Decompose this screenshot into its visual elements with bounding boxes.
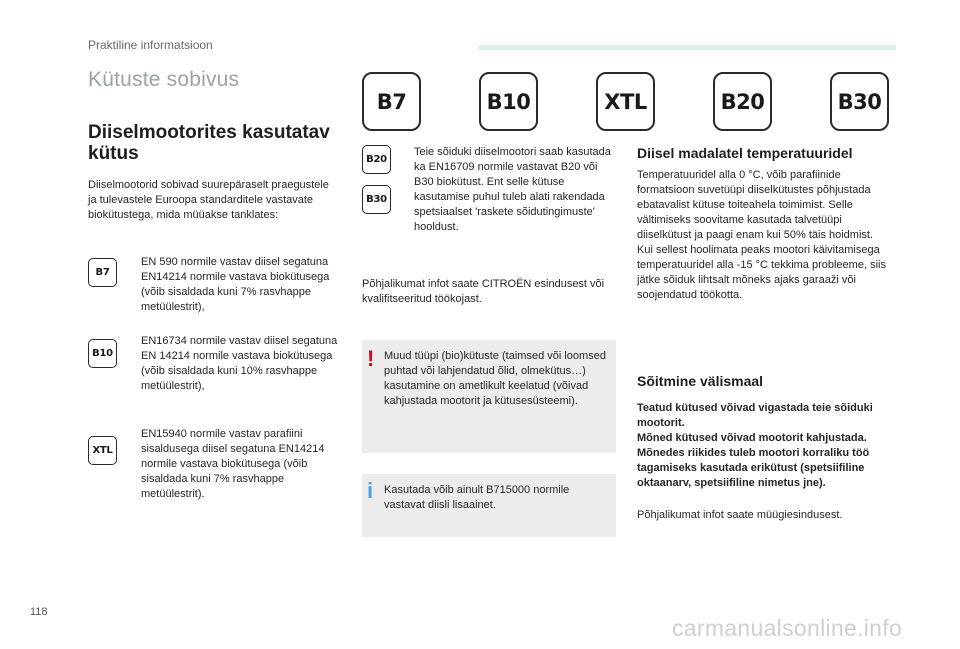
fuel-badge-b30-small: B30: [362, 185, 391, 214]
info-icon: i: [367, 478, 374, 503]
note-box: [362, 474, 616, 537]
fuel-badge-b20: B20: [713, 72, 772, 131]
warning-text: Muud tüüpi (bio)kütuste (taimsed või loomsed puhtad või lahjendatud õlid, olmekütus…) kasutamine on ametlikult keelatud (võivad kahjustada mootorit ja kütusesüsteemi).: [384, 350, 606, 407]
diesel-intro-text: Diiselmootorid sobivad suurepäraselt praegustele ja tulevastele Euroopa standarditele vastavate biokütustega, mida müüakse tanklates:: [88, 179, 329, 221]
page-title: Kütuste sobivus: [88, 68, 240, 91]
b20-b30-description: Teie sõiduki diiselmootori saab kasutada ka EN16709 normile vastavat B20 või B30 biokütust. Ent selle kütuse kasutamise puhul tuleb alati rakendada spetsiaalset 'raskete sõidutingimuste' hooldust.: [414, 146, 611, 233]
header-accent-bar: [479, 45, 896, 50]
fuel-badge-xtl: XTL: [596, 72, 655, 131]
section-label: Praktiline informatsioon: [88, 38, 213, 52]
note-text: Kasutada võib ainult B715000 normile vastavat diisli lisaainet.: [384, 484, 570, 511]
dealer-info-text: Põhjalikumat infot saate CITROËN esindusest või kvalifitseeritud töökojast.: [362, 278, 605, 305]
fuel-badge-b10-small: B10: [88, 339, 117, 368]
low-temperature-heading: Diisel madalatel temperatuuridel: [637, 145, 853, 161]
fuel-badge-xtl-small: XTL: [88, 436, 117, 465]
diesel-fuel-heading: Diiselmootorites kasutatav kütus: [88, 122, 330, 164]
fuel-badge-b7-small: B7: [88, 258, 117, 287]
fuel-badge-b7: B7: [362, 72, 421, 131]
page-number: 118: [30, 606, 48, 618]
low-temperature-text: Temperatuuridel alla 0 °C, võib parafiinide formatsioon suvetüüpi diiselkütustes põhjustada ebatavalist kütuse toiteahela toimimist. Selle vältimiseks soovitame kasutada talvetüüpi diiselkütust ja paagi enam kui 50% täis hoidmist. Kui sellest hoolimata peaks mootori käivitamisega temperatuuridel alla -15 °C tekkima probleeme, siis jätke sõiduk lihtsalt mõneks ajaks garaaži või soojendatud töökotta.: [637, 169, 886, 301]
driving-abroad-heading: Sõitmine välismaal: [637, 373, 764, 389]
warning-icon: !: [367, 346, 375, 371]
fuel-b10-description: EN16734 normile vastav diisel segatuna EN 14214 normile vastava biokütusega (võib sisaldada kuni 10% rasvhappe metüülestrit),: [141, 335, 338, 392]
fuel-b7-description: EN 590 normile vastav diisel segatuna EN14214 normile vastava biokütusega (võib sisaldada kuni 7% rasvhappe metüülestrit),: [141, 256, 330, 313]
fuel-badge-b10: B10: [479, 72, 538, 131]
fuel-badge-b30: B30: [830, 72, 889, 131]
watermark: carmanualsonline.info: [672, 615, 903, 641]
fuel-badge-b20-small: B20: [362, 145, 391, 174]
driving-abroad-warning: Teatud kütused võivad vigastada teie sõiduki mootorit. Mõned kütused võivad mootorit kahjustada. Mõnedes riikides tuleb mootori korraliku töö tagamiseks kasutada erikütust (spetsiifiline oktaanarv, spetsiifiline nimetus jne).: [637, 402, 873, 489]
warning-box: [362, 340, 616, 453]
fuel-xtl-description: EN15940 normile vastav parafiini sisaldusega diisel segatuna EN14214 normile vastava biokütusega (võib sisaldada kuni 7% rasvhappe metüülestrit).: [141, 428, 325, 500]
driving-abroad-info: Põhjalikumat infot saate müügiesindusest.: [637, 509, 843, 521]
